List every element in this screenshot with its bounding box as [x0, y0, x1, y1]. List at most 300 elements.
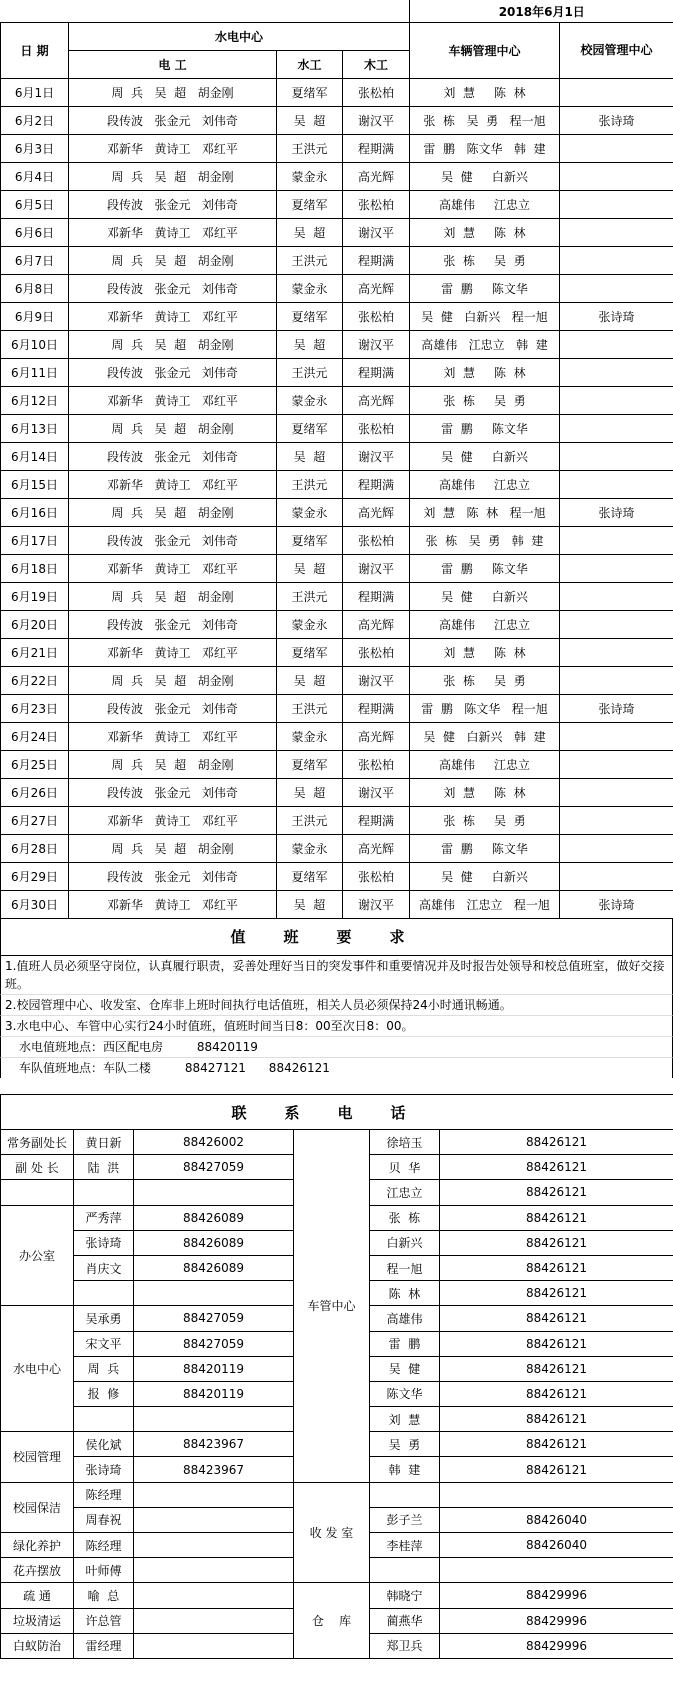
- duty-row: [1, 443, 673, 471]
- contact-dept-cell: 水电中心: [1, 1306, 74, 1432]
- contact-right-phone-cell: 88426121: [440, 1281, 673, 1306]
- contact-dept-cell: 副 处 长: [1, 1155, 74, 1180]
- contact-right-name-cell: 吴 勇: [370, 1432, 440, 1457]
- duty-row: [1, 639, 673, 667]
- duty-row: [1, 527, 673, 555]
- duty-electrician-cell: 周 兵 吴 超 胡金刚: [69, 751, 277, 779]
- duty-campus-cell: [560, 359, 673, 387]
- duty-row: [1, 135, 673, 163]
- duty-vehicle-cell: 高雄伟 江忠立: [410, 191, 560, 219]
- duty-vehicle-cell: 刘 慧 陈 林: [410, 639, 560, 667]
- duty-carpenter-cell: 张松柏: [343, 79, 410, 107]
- contact-right-phone-cell: 88426121: [440, 1205, 673, 1230]
- group-water-electric-header: 水电中心: [69, 23, 410, 51]
- duty-date-cell: 6月27日: [1, 807, 69, 835]
- duty-plumber-cell: 王洪元: [277, 583, 343, 611]
- contact-right-name-cell: 陈 林: [370, 1281, 440, 1306]
- duty-vehicle-cell: 高雄伟 江忠立: [410, 751, 560, 779]
- duty-electrician-cell: 邓新华 黄诗工 邓红平: [69, 303, 277, 331]
- contact-right-name-cell: 韩 建: [370, 1457, 440, 1482]
- contact-left-name-cell: 雷经理: [74, 1633, 134, 1658]
- duty-electrician-cell: 邓新华 黄诗工 邓红平: [69, 387, 277, 415]
- duty-campus-cell: 张诗琦: [560, 695, 673, 723]
- duty-carpenter-cell: 高光辉: [343, 499, 410, 527]
- duty-row: [1, 835, 673, 863]
- contact-right-name-cell: 彭子兰: [370, 1507, 440, 1532]
- contact-right-name-cell: 李桂萍: [370, 1533, 440, 1558]
- duty-campus-cell: 张诗琦: [560, 891, 673, 919]
- requirement-item: 2.校园管理中心、收发室、仓库非上班时间执行电话值班，相关人员必须保持24小时通讯畅通。: [0, 994, 673, 1015]
- schedule-date: 2018年6月1日: [410, 0, 673, 23]
- duty-campus-cell: [560, 723, 673, 751]
- contact-left-phone-cell: 88423967: [134, 1457, 294, 1482]
- contact-left-phone-cell: 88423967: [134, 1432, 294, 1457]
- duty-plumber-cell: 夏绪军: [277, 79, 343, 107]
- duty-carpenter-cell: 张松柏: [343, 303, 410, 331]
- duty-row: [1, 555, 673, 583]
- duty-location-row: [0, 1036, 673, 1057]
- duty-electrician-cell: 周 兵 吴 超 胡金刚: [69, 667, 277, 695]
- duty-campus-cell: [560, 835, 673, 863]
- duty-vehicle-cell: 张 栋 吴 勇: [410, 807, 560, 835]
- contact-right-name-cell: 张 栋: [370, 1205, 440, 1230]
- contact-left-name-cell: 许总管: [74, 1608, 134, 1633]
- contact-right-name-cell: 蔺燕华: [370, 1608, 440, 1633]
- contact-dept-cell: 办公室: [1, 1205, 74, 1306]
- duty-row: [1, 163, 673, 191]
- duty-plumber-cell: 蒙金永: [277, 499, 343, 527]
- contact-dept-cell: 绿化养护: [1, 1533, 74, 1558]
- duty-date-cell: 6月18日: [1, 555, 69, 583]
- duty-date-cell: 6月20日: [1, 611, 69, 639]
- contact-left-phone-cell: [134, 1407, 294, 1432]
- duty-vehicle-cell: 张 栋 吴 勇 程一旭: [410, 107, 560, 135]
- contact-dept-cell: 校园管理: [1, 1432, 74, 1482]
- duty-location-label: 水电值班地点：西区配电房: [19, 1040, 164, 1054]
- duty-campus-cell: [560, 443, 673, 471]
- duty-carpenter-cell: 张松柏: [343, 191, 410, 219]
- duty-electrician-cell: 段传波 张金元 刘伟奇: [69, 275, 277, 303]
- duty-date-cell: 6月14日: [1, 443, 69, 471]
- contacts-table-body: [1, 1130, 673, 1659]
- duty-location-phones: 88427121 88426121: [184, 1061, 330, 1075]
- duty-vehicle-cell: 高雄伟 江忠立 韩 建: [410, 331, 560, 359]
- duty-date-cell: 6月26日: [1, 779, 69, 807]
- duty-campus-cell: [560, 247, 673, 275]
- duty-electrician-cell: 段传波 张金元 刘伟奇: [69, 359, 277, 387]
- duty-campus-cell: [560, 751, 673, 779]
- duty-carpenter-cell: 程期满: [343, 247, 410, 275]
- duty-date-cell: 6月10日: [1, 331, 69, 359]
- duty-vehicle-cell: 雷 鹏 陈文华: [410, 415, 560, 443]
- duty-plumber-cell: 夏绪军: [277, 863, 343, 891]
- duty-date-cell: 6月3日: [1, 135, 69, 163]
- contact-dept-cell: 疏 通: [1, 1583, 74, 1608]
- contact-left-name-cell: 严秀萍: [74, 1205, 134, 1230]
- duty-electrician-cell: 周 兵 吴 超 胡金刚: [69, 835, 277, 863]
- contact-left-name-cell: 周春祝: [74, 1507, 134, 1532]
- duty-date-cell: 6月19日: [1, 583, 69, 611]
- duty-carpenter-cell: 程期满: [343, 695, 410, 723]
- duty-location-label: 车队值班地点：车队二楼: [19, 1061, 152, 1075]
- duty-carpenter-cell: 谢汉平: [343, 779, 410, 807]
- duty-plumber-cell: 蒙金永: [277, 611, 343, 639]
- contact-left-name-cell: 张诗琦: [74, 1230, 134, 1255]
- duty-carpenter-cell: 张松柏: [343, 415, 410, 443]
- duty-vehicle-cell: 刘 慧 陈 林: [410, 359, 560, 387]
- duty-date-cell: 6月25日: [1, 751, 69, 779]
- duty-date-cell: 6月6日: [1, 219, 69, 247]
- contact-left-name-cell: 肖庆文: [74, 1255, 134, 1280]
- contact-left-phone-cell: [134, 1583, 294, 1608]
- duty-vehicle-cell: 刘 慧 陈 林: [410, 779, 560, 807]
- duty-carpenter-cell: 谢汉平: [343, 331, 410, 359]
- duty-date-cell: 6月1日: [1, 79, 69, 107]
- duty-plumber-cell: 吴 超: [277, 219, 343, 247]
- duty-plumber-cell: 吴 超: [277, 667, 343, 695]
- contact-left-name-cell: 宋文平: [74, 1331, 134, 1356]
- duty-row: [1, 583, 673, 611]
- duty-plumber-cell: 夏绪军: [277, 527, 343, 555]
- duty-vehicle-cell: 高雄伟 江忠立 程一旭: [410, 891, 560, 919]
- contact-right-name-cell: 陈文华: [370, 1381, 440, 1406]
- contact-left-phone-cell: [134, 1507, 294, 1532]
- duty-carpenter-cell: 张松柏: [343, 527, 410, 555]
- duty-row: [1, 387, 673, 415]
- duty-vehicle-cell: 雷 鹏 陈文华: [410, 835, 560, 863]
- contact-left-phone-cell: 88427059: [134, 1155, 294, 1180]
- contact-left-phone-cell: [134, 1482, 294, 1507]
- duty-date-cell: 6月29日: [1, 863, 69, 891]
- duty-plumber-cell: 蒙金永: [277, 163, 343, 191]
- duty-plumber-cell: 蒙金永: [277, 275, 343, 303]
- duty-date-cell: 6月24日: [1, 723, 69, 751]
- duty-electrician-cell: 段传波 张金元 刘伟奇: [69, 611, 277, 639]
- contacts-table: [0, 1129, 673, 1659]
- duty-row: [1, 471, 673, 499]
- duty-vehicle-cell: 张 栋 吴 勇: [410, 387, 560, 415]
- duty-date-cell: 6月5日: [1, 191, 69, 219]
- contact-left-name-cell: 陈经理: [74, 1482, 134, 1507]
- duty-vehicle-cell: 吴 健 白新兴: [410, 443, 560, 471]
- contact-left-name-cell: 黄日新: [74, 1130, 134, 1155]
- contact-left-name-cell: 喻 总: [74, 1583, 134, 1608]
- contact-left-name-cell: 吴承勇: [74, 1306, 134, 1331]
- duty-carpenter-cell: 高光辉: [343, 835, 410, 863]
- duty-row: [1, 275, 673, 303]
- duty-row: [1, 107, 673, 135]
- contact-right-phone-cell: 88426040: [440, 1507, 673, 1532]
- contact-dept-cell: 白蚁防治: [1, 1633, 74, 1658]
- duty-carpenter-cell: 高光辉: [343, 163, 410, 191]
- contact-right-name-cell: 贝 华: [370, 1155, 440, 1180]
- duty-vehicle-cell: 刘 慧 陈 林: [410, 219, 560, 247]
- duty-row: [1, 415, 673, 443]
- duty-plumber-cell: 蒙金永: [277, 723, 343, 751]
- contact-right-phone-cell: 88426121: [440, 1356, 673, 1381]
- duty-campus-cell: [560, 415, 673, 443]
- duty-plumber-cell: 夏绪军: [277, 639, 343, 667]
- duty-date-cell: 6月9日: [1, 303, 69, 331]
- duty-campus-cell: [560, 163, 673, 191]
- duty-date-cell: 6月23日: [1, 695, 69, 723]
- contact-left-phone-cell: 88420119: [134, 1381, 294, 1406]
- duty-table-body: [1, 79, 673, 919]
- duty-electrician-cell: 周 兵 吴 超 胡金刚: [69, 79, 277, 107]
- contact-dept-cell: 垃圾清运: [1, 1608, 74, 1633]
- contact-right-phone-cell: 88426121: [440, 1130, 673, 1155]
- contact-left-name-cell: 叶师傅: [74, 1558, 134, 1583]
- duty-carpenter-cell: 高光辉: [343, 611, 410, 639]
- col-carpenter-header: 木工: [343, 51, 410, 79]
- contact-right-phone-cell: 88426121: [440, 1230, 673, 1255]
- duty-date-cell: 6月15日: [1, 471, 69, 499]
- duty-plumber-cell: 王洪元: [277, 247, 343, 275]
- duty-plumber-cell: 夏绪军: [277, 191, 343, 219]
- contact-right-name-cell: 江忠立: [370, 1180, 440, 1205]
- contact-left-phone-cell: [134, 1558, 294, 1583]
- duty-carpenter-cell: 高光辉: [343, 275, 410, 303]
- duty-carpenter-cell: 张松柏: [343, 639, 410, 667]
- duty-campus-cell: [560, 583, 673, 611]
- contact-right-name-cell: 刘 慧: [370, 1407, 440, 1432]
- duty-row: [1, 723, 673, 751]
- duty-carpenter-cell: 谢汉平: [343, 443, 410, 471]
- duty-campus-cell: [560, 275, 673, 303]
- duty-carpenter-cell: 程期满: [343, 471, 410, 499]
- duty-row: [1, 359, 673, 387]
- duty-plumber-cell: 吴 超: [277, 779, 343, 807]
- duty-vehicle-cell: 雷 鹏 陈文华: [410, 275, 560, 303]
- contact-right-phone-cell: 88426121: [440, 1331, 673, 1356]
- duty-electrician-cell: 邓新华 黄诗工 邓红平: [69, 471, 277, 499]
- duty-vehicle-cell: 高雄伟 江忠立: [410, 611, 560, 639]
- duty-electrician-cell: 邓新华 黄诗工 邓红平: [69, 135, 277, 163]
- contact-right-phone-cell: 88429996: [440, 1608, 673, 1633]
- duty-campus-cell: 张诗琦: [560, 303, 673, 331]
- duty-plumber-cell: 蒙金永: [277, 387, 343, 415]
- contact-dept-cell: 常务副处长: [1, 1130, 74, 1155]
- contact-left-phone-cell: [134, 1180, 294, 1205]
- col-campus-header: 校园管理中心: [560, 23, 673, 79]
- duty-campus-cell: [560, 387, 673, 415]
- duty-campus-cell: [560, 611, 673, 639]
- duty-vehicle-cell: 刘 慧 陈 林: [410, 79, 560, 107]
- duty-date-cell: 6月2日: [1, 107, 69, 135]
- contact-left-phone-cell: [134, 1281, 294, 1306]
- duty-carpenter-cell: 程期满: [343, 359, 410, 387]
- duty-plumber-cell: 吴 超: [277, 443, 343, 471]
- duty-carpenter-cell: 高光辉: [343, 387, 410, 415]
- duty-vehicle-cell: 张 栋 吴 勇: [410, 667, 560, 695]
- contact-left-phone-cell: [134, 1633, 294, 1658]
- duty-vehicle-cell: 雷 鹏 陈文华 韩 建: [410, 135, 560, 163]
- duty-vehicle-cell: 吴 健 白新兴 程一旭: [410, 303, 560, 331]
- duty-electrician-cell: 周 兵 吴 超 胡金刚: [69, 247, 277, 275]
- duty-location-row: [0, 1057, 673, 1078]
- duty-campus-cell: [560, 191, 673, 219]
- duty-electrician-cell: 邓新华 黄诗工 邓红平: [69, 891, 277, 919]
- duty-vehicle-cell: 雷 鹏 陈文华: [410, 555, 560, 583]
- contact-left-name-cell: [74, 1180, 134, 1205]
- contact-right-name-cell: 高雄伟: [370, 1306, 440, 1331]
- contact-right-phone-cell: 88426121: [440, 1155, 673, 1180]
- duty-vehicle-cell: 张 栋 吴 勇 韩 建: [410, 527, 560, 555]
- duty-carpenter-cell: 张松柏: [343, 863, 410, 891]
- duty-campus-cell: [560, 779, 673, 807]
- duty-electrician-cell: 段传波 张金元 刘伟奇: [69, 863, 277, 891]
- duty-campus-cell: 张诗琦: [560, 499, 673, 527]
- contact-right-phone-cell: 88426121: [440, 1432, 673, 1457]
- duty-carpenter-cell: 程期满: [343, 583, 410, 611]
- contact-left-name-cell: 张诗琦: [74, 1457, 134, 1482]
- contact-right-name-cell: 程一旭: [370, 1255, 440, 1280]
- duty-row: [1, 891, 673, 919]
- contact-right-phone-cell: [440, 1482, 673, 1507]
- contact-row: [1, 1130, 673, 1155]
- contact-right-name-cell: 韩晓宁: [370, 1583, 440, 1608]
- duty-plumber-cell: 王洪元: [277, 135, 343, 163]
- duty-date-cell: 6月17日: [1, 527, 69, 555]
- duty-plumber-cell: 夏绪军: [277, 415, 343, 443]
- duty-vehicle-cell: 张 栋 吴 勇: [410, 247, 560, 275]
- duty-campus-cell: [560, 527, 673, 555]
- duty-campus-cell: [560, 79, 673, 107]
- duty-carpenter-cell: 张松柏: [343, 751, 410, 779]
- duty-electrician-cell: 邓新华 黄诗工 邓红平: [69, 639, 277, 667]
- duty-carpenter-cell: 谢汉平: [343, 667, 410, 695]
- contact-left-phone-cell: 88426089: [134, 1205, 294, 1230]
- duty-plumber-cell: 吴 超: [277, 555, 343, 583]
- contact-right-phone-cell: 88426121: [440, 1180, 673, 1205]
- duty-electrician-cell: 段传波 张金元 刘伟奇: [69, 527, 277, 555]
- duty-electrician-cell: 周 兵 吴 超 胡金刚: [69, 415, 277, 443]
- duty-row: [1, 807, 673, 835]
- duty-electrician-cell: 段传波 张金元 刘伟奇: [69, 191, 277, 219]
- contact-left-phone-cell: 88420119: [134, 1356, 294, 1381]
- contact-right-name-cell: [370, 1558, 440, 1583]
- contact-dept-cell: 校园保洁: [1, 1482, 74, 1532]
- col-electrician-header: 电 工: [69, 51, 277, 79]
- duty-electrician-cell: 周 兵 吴 超 胡金刚: [69, 583, 277, 611]
- contact-right-phone-cell: 88426040: [440, 1533, 673, 1558]
- duty-location-phones: 88420119: [196, 1040, 258, 1054]
- col-date-header: 日 期: [1, 23, 69, 79]
- duty-electrician-cell: 周 兵 吴 超 胡金刚: [69, 163, 277, 191]
- contact-right-name-cell: 雷 鹏: [370, 1331, 440, 1356]
- duty-vehicle-cell: 吴 健 白新兴: [410, 163, 560, 191]
- duty-plumber-cell: 夏绪军: [277, 303, 343, 331]
- duty-electrician-cell: 段传波 张金元 刘伟奇: [69, 443, 277, 471]
- contact-right-name-cell: 郑卫兵: [370, 1633, 440, 1658]
- contact-right-phone-cell: 88426121: [440, 1306, 673, 1331]
- contact-right-name-cell: 徐培玉: [370, 1130, 440, 1155]
- contact-right-phone-cell: [440, 1558, 673, 1583]
- duty-electrician-cell: 周 兵 吴 超 胡金刚: [69, 499, 277, 527]
- duty-carpenter-cell: 高光辉: [343, 723, 410, 751]
- duty-campus-cell: [560, 135, 673, 163]
- duty-row: [1, 667, 673, 695]
- duty-electrician-cell: 段传波 张金元 刘伟奇: [69, 695, 277, 723]
- requirement-item: 1.值班人员必须坚守岗位，认真履行职责，妥善处理好当日的突发事件和重要情况并及时报告处领导和校总值班室，做好交接班。: [0, 955, 673, 994]
- duty-date-cell: 6月21日: [1, 639, 69, 667]
- duty-row: [1, 863, 673, 891]
- contact-dept-cell: 花卉摆放: [1, 1558, 74, 1583]
- duty-campus-cell: 张诗琦: [560, 107, 673, 135]
- contact-left-name-cell: 报 修: [74, 1381, 134, 1406]
- contact-right-name-cell: 白新兴: [370, 1230, 440, 1255]
- duty-vehicle-cell: 刘 慧 陈 林 程一旭: [410, 499, 560, 527]
- contact-right-phone-cell: 88429996: [440, 1583, 673, 1608]
- duty-carpenter-cell: 谢汉平: [343, 891, 410, 919]
- contact-left-phone-cell: 88426002: [134, 1130, 294, 1155]
- contact-left-phone-cell: 88426089: [134, 1255, 294, 1280]
- duty-row: [1, 751, 673, 779]
- duty-plumber-cell: 王洪元: [277, 471, 343, 499]
- duty-plumber-cell: 吴 超: [277, 891, 343, 919]
- duty-row: [1, 331, 673, 359]
- contact-group-cell: 车管中心: [294, 1130, 370, 1483]
- requirements-section: [0, 919, 673, 1078]
- duty-campus-cell: [560, 807, 673, 835]
- duty-date-cell: 6月4日: [1, 163, 69, 191]
- duty-plumber-cell: 吴 超: [277, 107, 343, 135]
- duty-plumber-cell: 吴 超: [277, 331, 343, 359]
- duty-campus-cell: [560, 555, 673, 583]
- duty-row: [1, 303, 673, 331]
- contact-left-name-cell: 陈经理: [74, 1533, 134, 1558]
- duty-campus-cell: [560, 667, 673, 695]
- duty-date-cell: 6月12日: [1, 387, 69, 415]
- duty-date-cell: 6月8日: [1, 275, 69, 303]
- duty-carpenter-cell: 程期满: [343, 135, 410, 163]
- contact-row: [1, 1482, 673, 1507]
- contact-right-phone-cell: 88426121: [440, 1381, 673, 1406]
- duty-row: [1, 79, 673, 107]
- contact-left-phone-cell: 88427059: [134, 1331, 294, 1356]
- duty-date-cell: 6月11日: [1, 359, 69, 387]
- contact-left-name-cell: 陆 洪: [74, 1155, 134, 1180]
- requirements-title: 值班要求: [0, 919, 673, 955]
- contact-left-name-cell: 周 兵: [74, 1356, 134, 1381]
- duty-vehicle-cell: 吴 健 白新兴: [410, 863, 560, 891]
- contact-right-phone-cell: 88429996: [440, 1633, 673, 1658]
- duty-electrician-cell: 段传波 张金元 刘伟奇: [69, 107, 277, 135]
- contact-left-name-cell: [74, 1281, 134, 1306]
- duty-carpenter-cell: 谢汉平: [343, 107, 410, 135]
- col-vehicle-header: 车辆管理中心: [410, 23, 560, 79]
- duty-campus-cell: [560, 331, 673, 359]
- duty-date-cell: 6月28日: [1, 835, 69, 863]
- duty-electrician-cell: 周 兵 吴 超 胡金刚: [69, 331, 277, 359]
- duty-date-cell: 6月30日: [1, 891, 69, 919]
- duty-row: [1, 191, 673, 219]
- duty-carpenter-cell: 程期满: [343, 807, 410, 835]
- duty-row: [1, 779, 673, 807]
- requirement-item: 3.水电中心、车管中心实行24小时值班，值班时间当日8：00至次日8：00。: [0, 1015, 673, 1036]
- duty-electrician-cell: 段传波 张金元 刘伟奇: [69, 779, 277, 807]
- contact-right-phone-cell: 88426121: [440, 1457, 673, 1482]
- duty-plumber-cell: 王洪元: [277, 807, 343, 835]
- contact-row: [1, 1583, 673, 1608]
- contact-left-name-cell: [74, 1407, 134, 1432]
- duty-plumber-cell: 王洪元: [277, 359, 343, 387]
- duty-vehicle-cell: 雷 鹏 陈文华 程一旭: [410, 695, 560, 723]
- duty-carpenter-cell: 谢汉平: [343, 219, 410, 247]
- duty-vehicle-cell: 高雄伟 江忠立: [410, 471, 560, 499]
- contact-dept-cell: [1, 1180, 74, 1205]
- col-plumber-header: 水工: [277, 51, 343, 79]
